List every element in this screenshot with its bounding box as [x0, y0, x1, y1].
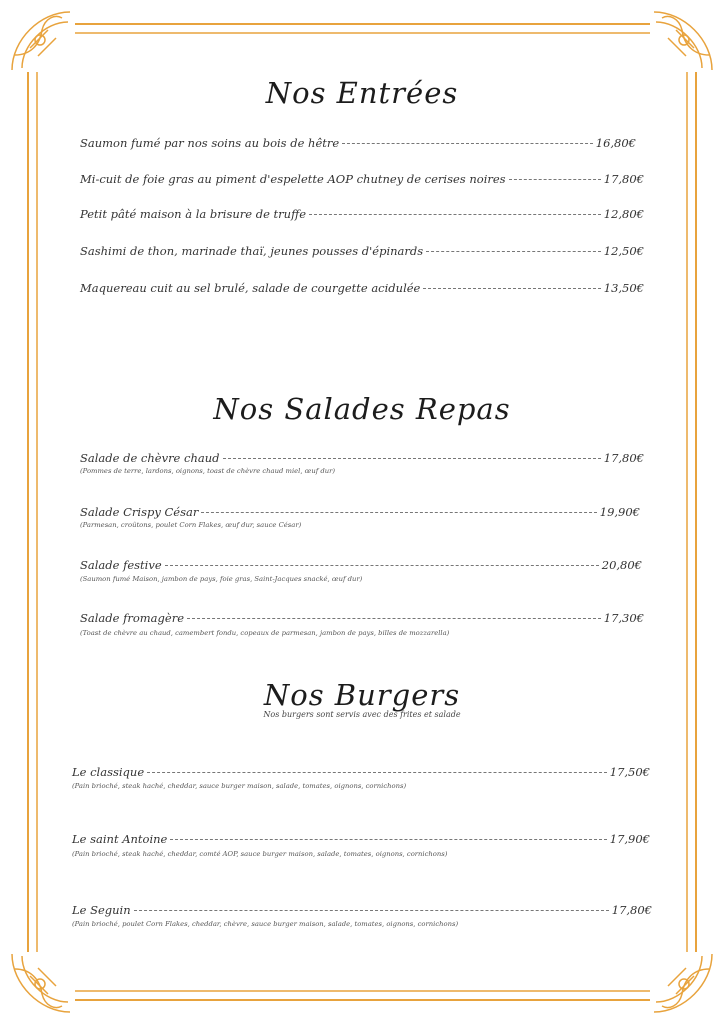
item-name: Le Seguin: [72, 903, 131, 917]
section-title-salades: Nos Salades Repas: [213, 392, 511, 426]
leader-dots: [134, 910, 609, 911]
item-name: Salade Crispy César: [80, 505, 199, 519]
item-description: (Pain brioché, poulet Corn Flakes, cheddar, chèvre, sauce burger maison, salade, tomates, oignons, cornichons): [72, 920, 459, 928]
item-description: (Saumon fumé Maison, jambon de pays, foie gras, Saint-Jacques snacké, œuf dur): [80, 575, 363, 583]
item-price: 13,50€: [603, 281, 644, 295]
leader-dots: [342, 143, 593, 144]
section-title-entrees: Nos Entrées: [265, 76, 459, 110]
item-name: Salade festive: [80, 558, 162, 572]
item-price: 17,30€: [603, 611, 644, 625]
item-price: 17,80€: [603, 451, 644, 465]
leader-dots: [187, 618, 601, 619]
menu-item: [80, 558, 642, 572]
leader-dots: [423, 288, 600, 289]
leader-dots: [165, 565, 599, 566]
item-description: (Parmesan, croûtons, poulet Corn Flakes, œuf dur, sauce César): [80, 521, 302, 529]
menu-item: [80, 451, 644, 465]
menu-item: [72, 832, 650, 846]
menu-item: [80, 281, 644, 295]
item-price: 12,80€: [603, 207, 644, 221]
menu-item: [80, 244, 644, 258]
leader-dots: [147, 772, 607, 773]
menu-item: [72, 903, 652, 917]
item-name: Mi-cuit de foie gras au piment d'espelette AOP chutney de cerises noires: [80, 172, 506, 186]
item-name: Petit pâté maison à la brisure de truffe: [80, 207, 307, 221]
leader-dots: [426, 251, 601, 252]
menu-item: [80, 611, 644, 625]
item-price: 16,80€: [595, 136, 636, 150]
item-name: Saumon fumé par nos soins au bois de hêtre: [80, 136, 340, 150]
leader-dots: [223, 458, 601, 459]
item-price: 17,80€: [603, 172, 644, 186]
item-price: 20,80€: [601, 558, 642, 572]
item-price: 17,90€: [609, 832, 650, 846]
item-name: Maquereau cuit au sel brulé, salade de courgette acidulée: [80, 281, 421, 295]
leader-dots: [170, 839, 606, 840]
leader-dots: [201, 512, 596, 513]
item-description: (Pommes de terre, lardons, oignons, toast de chèvre chaud miel, œuf dur): [80, 467, 336, 475]
menu-item: [80, 136, 636, 150]
menu-item: [80, 207, 644, 221]
item-price: 17,80€: [611, 903, 652, 917]
item-name: Salade fromagère: [80, 611, 184, 625]
item-description: (Toast de chèvre au chaud, camembert fondu, copeaux de parmesan, jambon de pays, billes de mozzarella): [80, 629, 450, 637]
section-subtitle: Nos burgers sont servis avec des frites et salade: [263, 710, 461, 719]
item-description: (Pain brioché, steak haché, cheddar, comté AOP, sauce burger maison, salade, tomates, oignons, cornichons): [72, 850, 448, 858]
item-price: 19,90€: [599, 505, 640, 519]
item-name: Le classique: [72, 765, 145, 779]
menu-item: [80, 505, 640, 519]
item-price: 17,50€: [609, 765, 650, 779]
item-price: 12,50€: [603, 244, 644, 258]
item-name: Sashimi de thon, marinade thaï, jeunes pousses d'épinards: [80, 244, 424, 258]
item-description: (Pain brioché, steak haché, cheddar, sauce burger maison, salade, tomates, oignons, cornichons): [72, 782, 407, 790]
item-name: Salade de chèvre chaud: [80, 451, 220, 465]
leader-dots: [509, 179, 601, 180]
menu-item: [80, 172, 644, 186]
menu-item: [72, 765, 650, 779]
item-name: Le saint Antoine: [72, 832, 168, 846]
section-title-burgers: Nos Burgers: [263, 678, 461, 712]
leader-dots: [309, 214, 601, 215]
